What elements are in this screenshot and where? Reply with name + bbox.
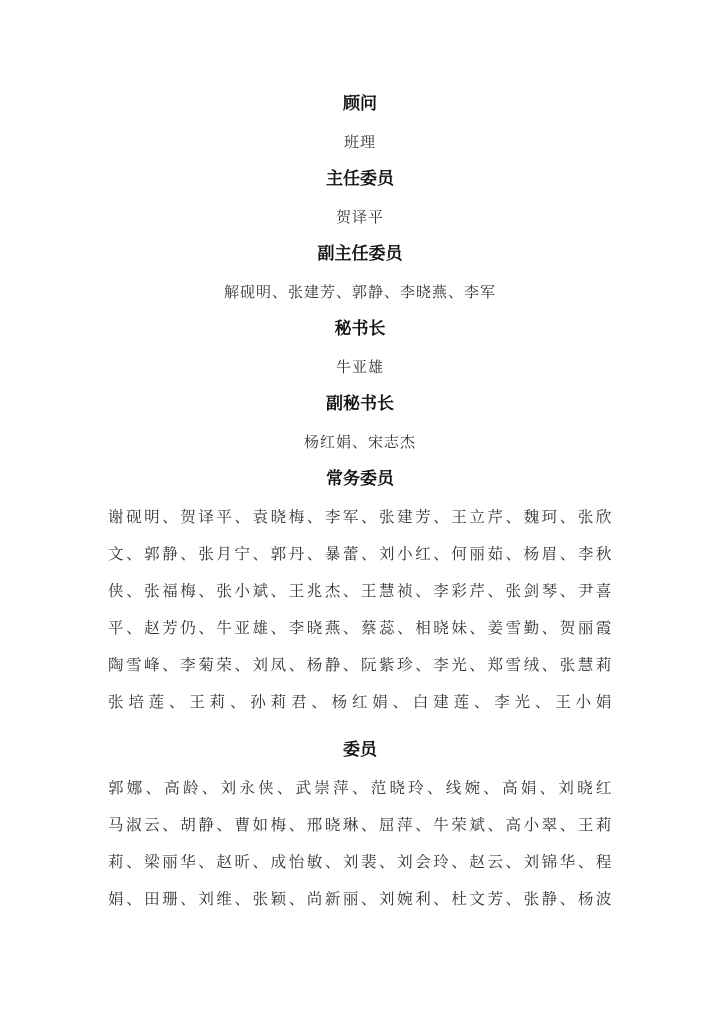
secretary-general-heading: 秘书长: [334, 319, 386, 339]
advisor-names: 班理: [343, 133, 376, 151]
members-heading: 委员: [343, 740, 377, 760]
members-line: 马淑云、胡静、曹如梅、邢晓琳、屈萍、牛荣斌、高小翠、王莉: [108, 816, 612, 834]
advisor-heading: 顾问: [343, 94, 377, 114]
standing-members-line: 谢砚明、贺译平、袁晓梅、李军、张建芳、王立芹、魏珂、张欣: [108, 508, 612, 526]
standing-members-line: 文、郭静、张月宁、郭丹、暴蕾、刘小红、何丽茹、杨眉、李秋: [108, 545, 612, 563]
members-line: 郭娜、高龄、刘永侠、武崇萍、范晓玲、线婉、高娟、刘晓红: [108, 779, 612, 797]
director-names: 贺译平: [335, 208, 384, 226]
committee-roster: [108, 92, 612, 935]
secretary-general-names: 牛亚雄: [335, 358, 384, 376]
standing-members-line: 张培莲、王莉、孙莉君、杨红娟、白建莲、李光、王小娟: [108, 693, 612, 711]
standing-members-line: 侠、张福梅、张小斌、王兆杰、王慧祯、李彩芹、张剑琴、尹喜: [108, 582, 612, 600]
members-line: 娟、田珊、刘维、张颖、尚新丽、刘婉利、杜文芳、张静、杨波: [108, 890, 612, 908]
members-names: [108, 777, 612, 925]
standing-members-heading: 常务委员: [326, 469, 394, 489]
standing-members-line: 陶雪峰、李菊荣、刘凤、杨静、阮紫珍、李光、郑雪绒、张慧莉: [108, 656, 612, 674]
director-heading: 主任委员: [326, 169, 394, 189]
standing-members-names: [108, 506, 612, 728]
deputy-secretary-general-names: 杨红娟、宋志杰: [303, 433, 416, 451]
vice-director-names: 解砚明、张建芳、郭静、李晓燕、李军: [223, 283, 496, 301]
vice-director-heading: 副主任委员: [317, 244, 403, 264]
members-line: 莉、梁丽华、赵昕、成怡敏、刘裴、刘会玲、赵云、刘锦华、程: [108, 853, 612, 871]
standing-members-line: 平、赵芳仍、牛亚雄、李晓燕、蔡蕊、相晓妹、姜雪勤、贺丽霞: [108, 619, 612, 637]
deputy-secretary-general-heading: 副秘书长: [326, 394, 394, 414]
